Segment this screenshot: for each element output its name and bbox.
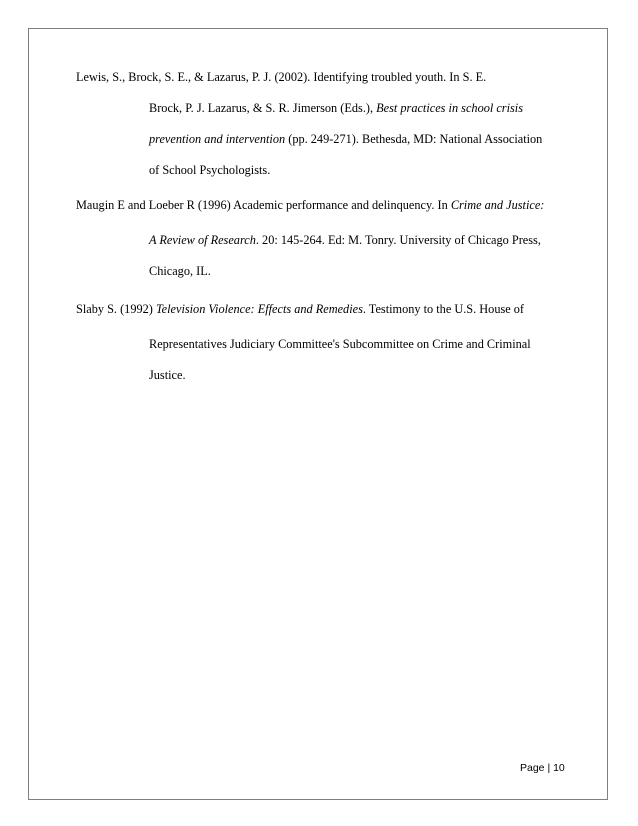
reference-lewis (76, 62, 576, 186)
text-run: (pp. 249-271). Bethesda, MD: National Association (285, 132, 543, 146)
text-run: of School Psychologists. (149, 163, 271, 177)
text-run: Brock, P. J. Lazarus, & S. R. Jimerson (Eds.), (149, 101, 377, 115)
reference-line (76, 329, 576, 360)
text-run: Justice. (149, 368, 186, 382)
italic-text-run: A Review of Research (149, 233, 256, 247)
page-number-footer: Page | 10 (520, 762, 565, 774)
text-run: Representatives Judiciary Committee's Subcommittee on Crime and Criminal (149, 337, 531, 351)
reference-line (76, 256, 576, 287)
text-run: . Testimony to the U.S. House of (362, 302, 525, 316)
reference-line (76, 294, 576, 325)
reference-line (76, 225, 576, 256)
text-run: Slaby S. (1992) (76, 302, 156, 316)
text-run: Maugin E and Loeber R (1996) Academic performance and delinquency. In (76, 198, 451, 212)
italic-text-run: Best practices in school crisis (376, 101, 524, 115)
text-run: . 20: 145-264. Ed: M. Tonry. University of Chicago Press, (255, 233, 541, 247)
reference-line (76, 62, 576, 93)
reference-line (76, 190, 576, 221)
reference-slaby (76, 294, 576, 391)
reference-line (76, 124, 576, 155)
text-run: Chicago, IL. (149, 264, 211, 278)
italic-text-run: Television Violence: Effects and Remedies (155, 302, 363, 316)
reference-line (76, 360, 576, 391)
reference-maugin (76, 190, 576, 287)
reference-line (76, 155, 576, 186)
reference-line (76, 93, 576, 124)
italic-text-run: Crime and Justice: (450, 198, 545, 212)
italic-text-run: prevention and intervention (149, 132, 286, 146)
text-run: Lewis, S., Brock, S. E., & Lazarus, P. J. (2002). Identifying troubled youth. In S. E. (76, 70, 487, 84)
